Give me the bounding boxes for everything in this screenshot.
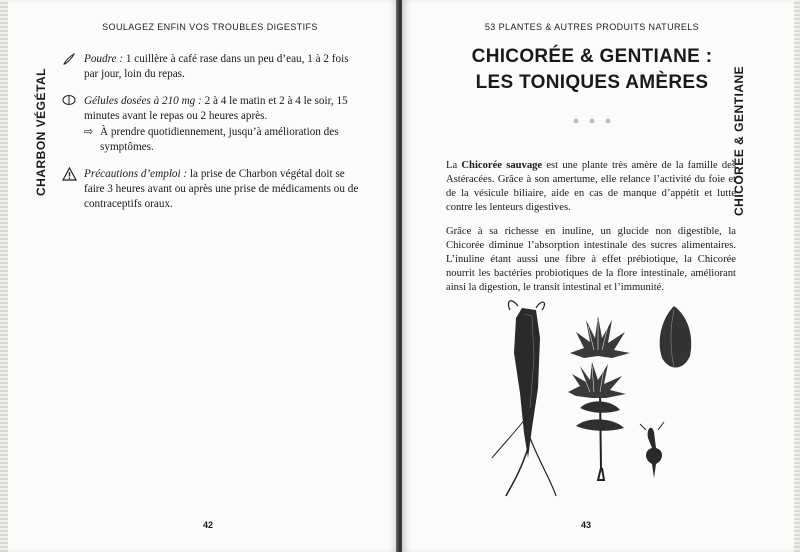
entry-precautions bbox=[62, 167, 362, 212]
para1-rest: est une plante très amère de la famille des Astéracées. Grâce à son amertume, elle relance l’activité du foie et de la vésicule biliaire, aide en cas de manque d’appétit et lutte contre les lenteurs digestives. bbox=[446, 159, 736, 213]
page-number: 43 bbox=[580, 520, 591, 530]
right-page bbox=[402, 0, 800, 552]
capsule-icon bbox=[62, 94, 78, 109]
pen-nib-icon bbox=[62, 52, 78, 67]
para1-prefix: La bbox=[446, 159, 462, 171]
chicory-engraving-image bbox=[480, 298, 710, 498]
side-tab: CHARBON VÉGÉTAL bbox=[34, 68, 48, 196]
arrow-right-icon: ⇨ bbox=[84, 126, 94, 138]
running-head: 53 PLANTES & AUTRES PRODUITS NATURELS bbox=[484, 22, 700, 32]
warning-triangle-icon bbox=[62, 167, 78, 182]
entry-powder bbox=[62, 52, 362, 82]
running-head: SOULAGEZ ENFIN VOS TROUBLES DIGESTIFS bbox=[102, 22, 318, 32]
entry-capsules bbox=[62, 94, 362, 155]
entries-list bbox=[62, 52, 362, 224]
paragraph-2: Grâce à sa richesse en inuline, un glucide non digestible, la Chicorée diminue l’absorption intestinale des sucres alimentaires. L’inuline étant aussi une fibre à effet prébiotique, la Chicorée nourrit les bactéries probiotiques de la flore intestinale, améliorant ainsi la digestion, le transit intestinal et l’immunité. bbox=[446, 225, 736, 293]
entry-note-text: À prendre quotidiennement, jusqu’à amélioration des symptômes. bbox=[100, 126, 339, 153]
page-edge bbox=[794, 0, 800, 552]
entry-label: Précautions d’emploi : bbox=[84, 168, 188, 180]
left-page bbox=[0, 0, 398, 552]
page-title bbox=[442, 44, 742, 96]
ornament-dots-icon bbox=[562, 116, 622, 126]
title-line-1: CHICORÉE & GENTIANE : bbox=[471, 46, 713, 67]
entry-label: Poudre : bbox=[84, 53, 124, 65]
title-line-2: LES TONIQUES AMÈRES bbox=[475, 72, 709, 93]
page-number: 42 bbox=[202, 520, 213, 530]
side-tab: CHICORÉE & GENTIANE bbox=[732, 65, 746, 216]
entry-note bbox=[84, 125, 362, 155]
entry-label: Gélules dosées à 210 mg : bbox=[84, 95, 202, 107]
entry-text: 2 à 4 le matin et 2 à 4 le soir, 15 minutes avant le repas ou 2 heures après. bbox=[84, 95, 348, 122]
paragraph-1 bbox=[446, 159, 736, 215]
entry-text: la prise de Charbon végétal doit se faire 3 heures avant ou après une prise de médicaments ou de contraceptifs oraux. bbox=[84, 168, 359, 210]
entry-text: 1 cuillère à café rase dans un peu d’eau, 1 à 2 fois par jour, loin du repas. bbox=[84, 53, 349, 80]
page-edge bbox=[0, 0, 8, 552]
para1-bold: Chicorée sauvage bbox=[461, 159, 543, 171]
